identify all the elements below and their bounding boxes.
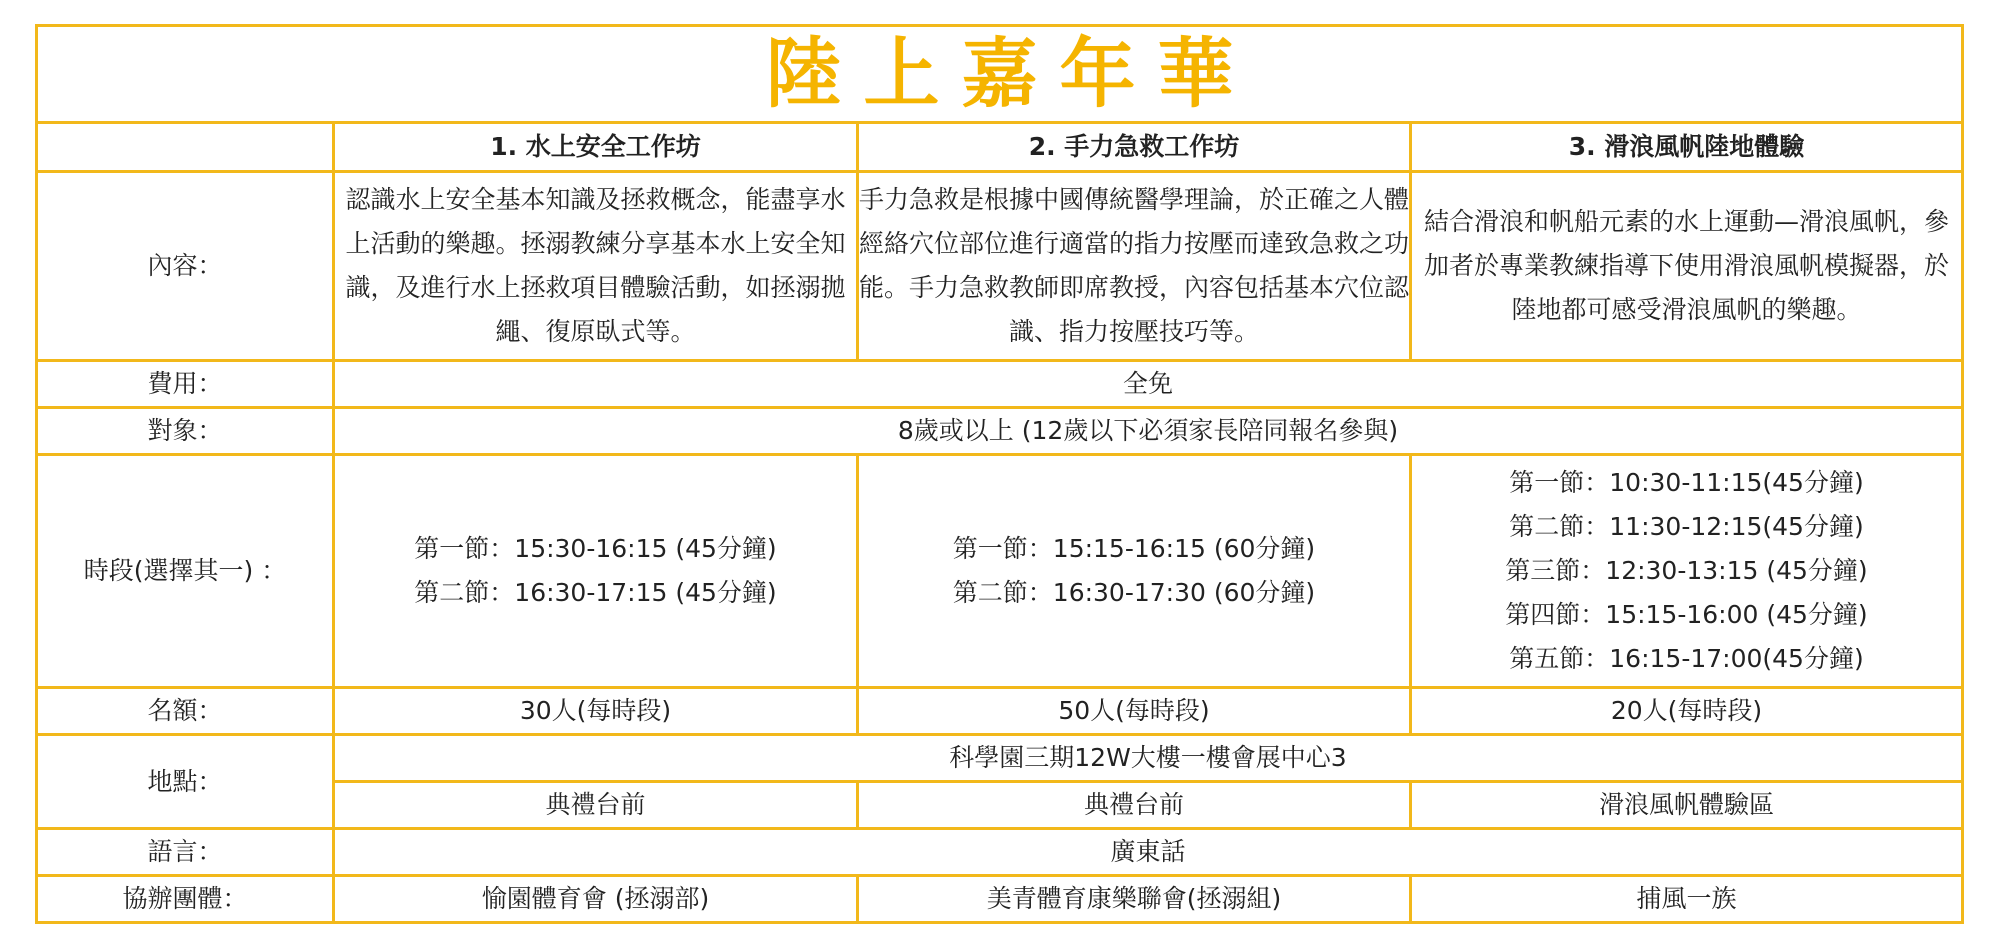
quota-windsurfing: 20人(每時段) xyxy=(1411,688,1963,735)
organizer-first-aid: 美青體育康樂聯會(拯溺組) xyxy=(858,876,1411,923)
row-label-target: 對象： xyxy=(37,408,334,455)
language-value: 廣東話 xyxy=(334,829,1963,876)
header-empty-cell xyxy=(37,123,334,172)
row-label-time: 時段(選擇其一) ： xyxy=(37,455,334,688)
location-windsurfing: 滑浪風帆體驗區 xyxy=(1411,782,1963,829)
row-label-quota: 名額： xyxy=(37,688,334,735)
time-slot: 第一節：15:15-16:15 (60分鐘) xyxy=(952,534,1316,563)
content-first-aid: 手力急救是根據中國傳統醫學理論，於正確之人體經絡穴位部位進行適當的指力按壓而達致急救之功能。手力急救教師即席教授，內容包括基本穴位認識、指力按壓技巧等。 xyxy=(858,172,1411,361)
column-header-windsurfing: 3. 滑浪風帆陸地體驗 xyxy=(1411,123,1963,172)
title-cell xyxy=(37,26,1963,123)
time-slot: 第一節：15:30-16:15 (45分鐘) xyxy=(414,534,777,563)
row-label-content: 內容： xyxy=(37,172,334,361)
location-water-safety: 典禮台前 xyxy=(334,782,858,829)
time-slot: 第五節：16:15-17:00(45分鐘) xyxy=(1509,644,1864,673)
row-label-language: 語言： xyxy=(37,829,334,876)
quota-first-aid: 50人(每時段) xyxy=(858,688,1411,735)
row-label-location: 地點： xyxy=(37,735,334,829)
column-header-first-aid: 2. 手力急救工作坊 xyxy=(858,123,1411,172)
content-windsurfing: 結合滑浪和帆船元素的水上運動—滑浪風帆，參加者於專業教練指導下使用滑浪風帆模擬器，於陸地都可感受滑浪風帆的樂趣。 xyxy=(1411,172,1963,361)
time-water-safety xyxy=(334,455,858,688)
time-slot: 第一節：10:30-11:15(45分鐘) xyxy=(1509,468,1864,497)
time-slot: 第二節：16:30-17:30 (60分鐘) xyxy=(952,578,1316,607)
organizer-windsurfing: 捕風一族 xyxy=(1411,876,1963,923)
time-slot: 第二節：11:30-12:15(45分鐘) xyxy=(1509,512,1864,541)
page-title: 陸上嘉年華 xyxy=(765,29,1256,118)
organizer-water-safety: 愉園體育會 (拯溺部) xyxy=(334,876,858,923)
fee-value: 全免 xyxy=(334,361,1963,408)
row-label-organizer: 協辦團體： xyxy=(37,876,334,923)
time-windsurfing xyxy=(1411,455,1963,688)
quota-water-safety: 30人(每時段) xyxy=(334,688,858,735)
time-slot: 第四節：15:15-16:00 (45分鐘) xyxy=(1505,600,1868,629)
location-first-aid: 典禮台前 xyxy=(858,782,1411,829)
column-header-water-safety: 1. 水上安全工作坊 xyxy=(334,123,858,172)
target-value: 8歲或以上 (12歲以下必須家長陪同報名參與) xyxy=(334,408,1963,455)
time-first-aid xyxy=(858,455,1411,688)
event-table xyxy=(35,24,1964,924)
content-water-safety: 認識水上安全基本知識及拯救概念，能盡享水上活動的樂趣。拯溺教練分享基本水上安全知識，及進行水上拯救項目體驗活動，如拯溺拋繩、復原臥式等。 xyxy=(334,172,858,361)
location-main: 科學園三期12W大樓一樓會展中心3 xyxy=(334,735,1963,782)
time-slot: 第三節：12:30-13:15 (45分鐘) xyxy=(1505,556,1868,585)
row-label-fee: 費用： xyxy=(37,361,334,408)
time-slot: 第二節：16:30-17:15 (45分鐘) xyxy=(414,578,777,607)
